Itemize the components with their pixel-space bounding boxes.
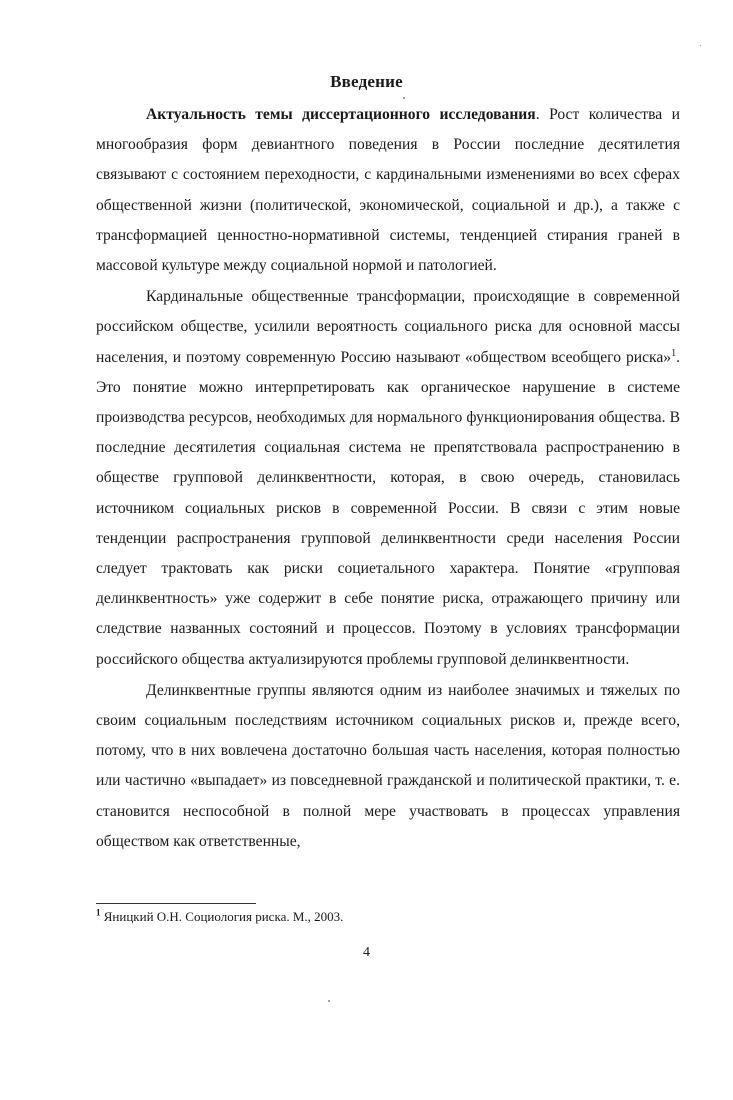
- paragraph-1: [96, 100, 680, 281]
- footnote-reference: 1: [671, 347, 677, 359]
- paragraph-text: Делинквентные группы являются одним из наиболее значимых и тяжелых по своим социальным последствиям источником социальных рисков и, прежде всего, потому, что в них вовлечена достаточно большая часть населения, которая полностью или частично «выпадает» из повседневной гражданской и политической практики, т. е. становится неспособной в полной мере участвовать в процессах управления обществом как ответственные,: [96, 681, 680, 850]
- scan-speck: [328, 1000, 330, 1002]
- paragraph-text: Кардинальные общественные трансформации, происходящие в современной российском обществе, усилили вероятность социального риска для основной массы населения, и поэтому современную Россию называют «обществом всеобщего риска»: [96, 288, 680, 366]
- page-number: 4: [363, 945, 370, 960]
- paragraph-3: [96, 676, 680, 857]
- page-title: Введение: [330, 72, 403, 91]
- body-text: [96, 100, 680, 857]
- scan-speck: [403, 97, 405, 99]
- paragraph-2: [96, 282, 680, 675]
- footnote-text: Яницкий О.Н. Социология риска. М., 2003.: [100, 909, 344, 924]
- footnote: [96, 909, 343, 925]
- footnote-mark: 1: [96, 907, 101, 918]
- paragraph-text: . Рост количества и многообразия форм девиантного поведения в России последние десятилетия связывают с состоянием переходности, с кардинальными изменениями во всех сферах общественной жизни (политической, экономической, социальной и др.), а также с трансформацией ценностно-нормативной системы, тенденцией стирания граней в массовой культуре между социальной нормой и патологией.: [96, 106, 680, 275]
- scan-speck: [700, 45, 701, 46]
- footnote-divider: [96, 903, 256, 904]
- paragraph-lead: Актуальность темы диссертационного исследования: [146, 106, 536, 123]
- paragraph-text-continued: . Это понятие можно интерпретировать как органическое нарушение в системе производства ресурсов, необходимых для нормального функционирования общества. В последние десятилетия социальная система не препятствовала распространению в обществе групповой делинквентности, которая, в свою очередь, становилась источником социальных рисков в современной России. В связи с этим новые тенденции распространения групповой делинквентности среди населения России следует трактовать как риски социетального характера. Понятие «групповая делинквентность» уже содержит в себе понятие риска, отражающего причину или следствие названных состояний и процессов. Поэтому в условиях трансформации российского общества актуализируются проблемы групповой делинквентности.: [96, 348, 680, 668]
